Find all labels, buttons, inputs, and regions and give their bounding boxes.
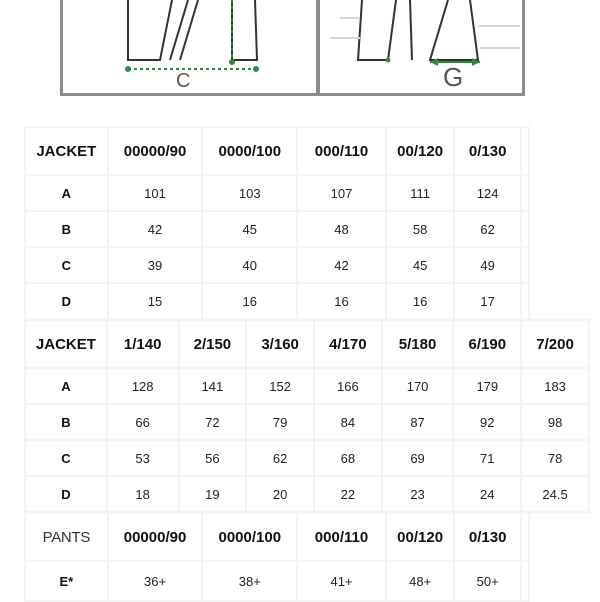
- table-row: [26, 405, 588, 439]
- pants-measure-g: [386, 58, 481, 67]
- row-label: C: [26, 441, 106, 475]
- value-cell: 16: [387, 284, 454, 318]
- table-row: [26, 284, 528, 318]
- value-cell: 87: [383, 405, 453, 439]
- header-cell: 00/120: [387, 128, 454, 174]
- value-cell: 18: [108, 477, 178, 511]
- blank-cell: [522, 514, 528, 560]
- jacket-illustration: [128, 0, 257, 60]
- row-label: E*: [26, 562, 107, 600]
- blank-cell: [522, 248, 528, 282]
- row-label: B: [26, 212, 107, 246]
- pants-size-table: [24, 512, 530, 602]
- measure-label-g: G: [443, 62, 464, 92]
- value-cell: 16: [203, 284, 296, 318]
- header-cell: 00000/90: [109, 128, 202, 174]
- value-cell: 69: [383, 441, 453, 475]
- table-row: [26, 248, 528, 282]
- jacket-size-table-small: [24, 126, 530, 320]
- header-cell: 00/120: [387, 514, 454, 560]
- value-cell: 98: [522, 405, 588, 439]
- value-cell: 141: [180, 369, 246, 403]
- blank-cell: [522, 562, 528, 600]
- value-cell: 36+: [109, 562, 202, 600]
- value-cell: 42: [298, 248, 385, 282]
- value-cell: 72: [180, 405, 246, 439]
- value-cell: 19: [180, 477, 246, 511]
- value-cell: 166: [315, 369, 381, 403]
- value-cell: 48: [298, 212, 385, 246]
- value-cell: 48+: [387, 562, 454, 600]
- value-cell: 92: [454, 405, 520, 439]
- value-cell: 170: [383, 369, 453, 403]
- header-cell: 6/190: [454, 321, 520, 367]
- header-cell: 4/170: [315, 321, 381, 367]
- value-cell: 15: [109, 284, 202, 318]
- value-cell: 16: [298, 284, 385, 318]
- table-header-row: [26, 128, 528, 174]
- table-row: [26, 212, 528, 246]
- value-cell: 128: [108, 369, 178, 403]
- value-cell: 62: [247, 441, 313, 475]
- header-cell: PANTS: [26, 514, 107, 560]
- value-cell: 103: [203, 176, 296, 210]
- value-cell: 111: [387, 176, 454, 210]
- pants-illustration: [330, 0, 520, 60]
- row-label: A: [26, 176, 107, 210]
- value-cell: 84: [315, 405, 381, 439]
- table-row: [26, 562, 528, 600]
- row-label: D: [26, 284, 107, 318]
- row-label: A: [26, 369, 106, 403]
- header-cell: 0000/100: [203, 128, 296, 174]
- garment-diagram: [0, 0, 600, 100]
- header-cell: 000/110: [298, 128, 385, 174]
- value-cell: 42: [109, 212, 202, 246]
- value-cell: 39: [109, 248, 202, 282]
- value-cell: 40: [203, 248, 296, 282]
- header-cell: JACKET: [26, 128, 107, 174]
- blank-cell: [522, 212, 528, 246]
- value-cell: 17: [455, 284, 520, 318]
- header-cell: 0/130: [455, 514, 520, 560]
- value-cell: 183: [522, 369, 588, 403]
- header-cell: JACKET: [26, 321, 106, 367]
- value-cell: 41+: [298, 562, 385, 600]
- value-cell: 20: [247, 477, 313, 511]
- header-cell: 1/140: [108, 321, 178, 367]
- value-cell: 45: [203, 212, 296, 246]
- value-cell: 101: [109, 176, 202, 210]
- value-cell: 62: [455, 212, 520, 246]
- table-row: [26, 369, 588, 403]
- jacket-measure-c: [125, 0, 259, 72]
- blank-cell: [522, 284, 528, 318]
- value-cell: 71: [454, 441, 520, 475]
- header-cell: 5/180: [383, 321, 453, 367]
- value-cell: 66: [108, 405, 178, 439]
- header-cell: 0000/100: [203, 514, 296, 560]
- value-cell: 53: [108, 441, 178, 475]
- value-cell: 45: [387, 248, 454, 282]
- value-cell: 38+: [203, 562, 296, 600]
- header-cell: 3/160: [247, 321, 313, 367]
- value-cell: 107: [298, 176, 385, 210]
- table-header-row: [26, 514, 528, 560]
- measure-label-c: C: [176, 70, 191, 92]
- row-label: D: [26, 477, 106, 511]
- table-header-row: [26, 321, 588, 367]
- value-cell: 79: [247, 405, 313, 439]
- value-cell: 179: [454, 369, 520, 403]
- value-cell: 24: [454, 477, 520, 511]
- table-row: [26, 477, 588, 511]
- value-cell: 22: [315, 477, 381, 511]
- blank-cell: [522, 128, 528, 174]
- header-cell: 0/130: [455, 128, 520, 174]
- header-cell: 00000/90: [109, 514, 202, 560]
- row-label: C: [26, 248, 107, 282]
- table-row: [26, 441, 588, 475]
- header-cell: 000/110: [298, 514, 385, 560]
- header-cell: 7/200: [522, 321, 588, 367]
- value-cell: 78: [522, 441, 588, 475]
- table-row: [26, 176, 528, 210]
- jacket-size-table-large: [24, 319, 590, 513]
- header-cell: 2/150: [180, 321, 246, 367]
- value-cell: 49: [455, 248, 520, 282]
- value-cell: 56: [180, 441, 246, 475]
- value-cell: 23: [383, 477, 453, 511]
- value-cell: 152: [247, 369, 313, 403]
- value-cell: 24.5: [522, 477, 588, 511]
- blank-cell: [522, 176, 528, 210]
- value-cell: 50+: [455, 562, 520, 600]
- value-cell: 68: [315, 441, 381, 475]
- row-label: B: [26, 405, 106, 439]
- value-cell: 124: [455, 176, 520, 210]
- value-cell: 58: [387, 212, 454, 246]
